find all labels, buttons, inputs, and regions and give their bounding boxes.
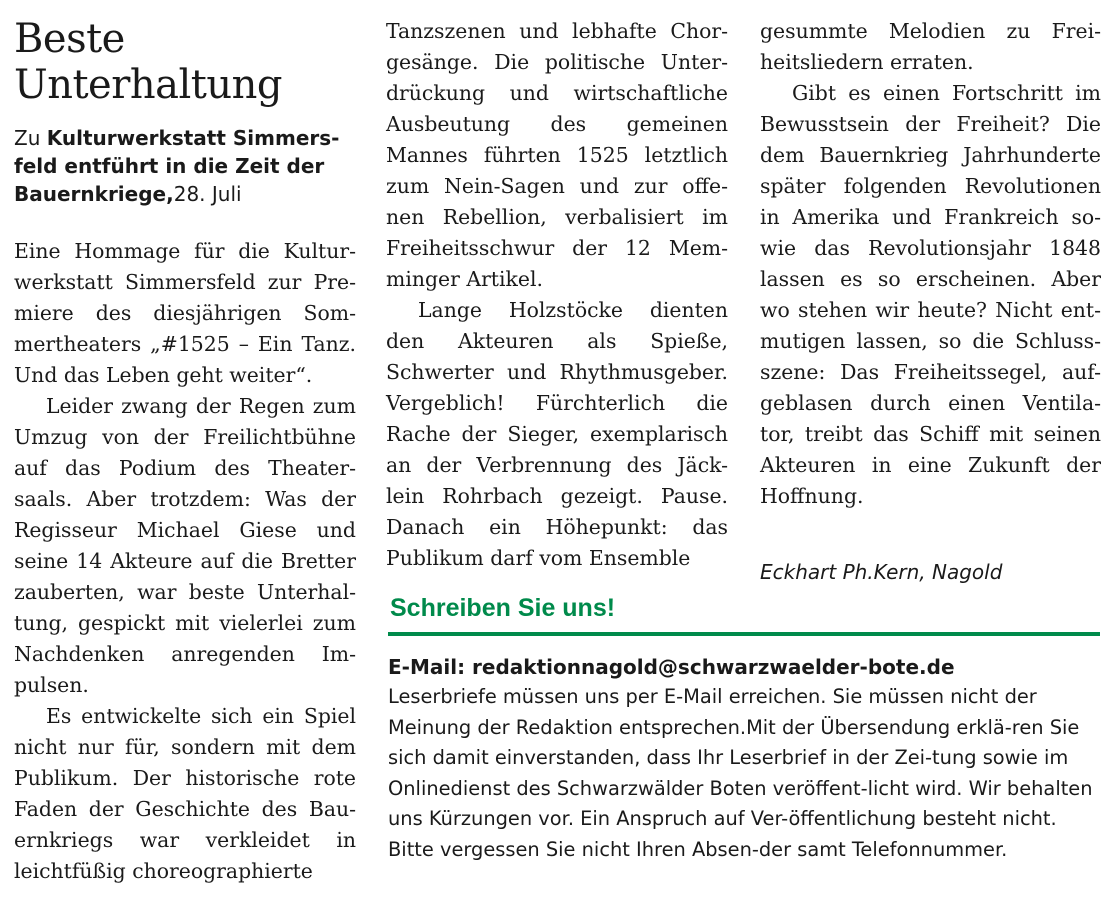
article-body-part-3: [760, 16, 1101, 512]
green-divider: [388, 632, 1100, 636]
headline-line-2: Unterhaltung: [14, 62, 282, 108]
paragraph-3-start: Es entwickelte sich ein Spiel nicht nur für, sondern mit dem Publikum. Der historische rote Faden der Geschichte des Bau-ernkriegs war verkleidet in leichtfüßig choreographierte: [14, 704, 356, 883]
article-body-part-2: [386, 16, 728, 574]
contact-email: E-Mail: redaktionnagold@schwarzwaelder-bote.de: [388, 655, 955, 679]
paragraph-4-start: Lange Holzstöcke dienten den Akteuren als Spieße, Schwerter und Rhythmusgeber. Vergeblich! Fürchterlich die Rache der Sieger, exemplarisch an der Verbrennung des Jäck-lein Rohrbach gezeigt. Pause. Danach ein Höhepunkt: das Publikum darf vom Ensemble: [386, 298, 728, 570]
paragraph-4-end: gesummte Melodien zu Frei-heitsliedern erraten.: [760, 19, 1101, 74]
article-body-part-1: [14, 236, 356, 887]
intro-title: Kulturwerkstatt Simmers-feld entführt in die Zeit der Bauernkriege,: [14, 126, 340, 206]
column-1: [14, 0, 356, 887]
intro-date: 28. Juli: [173, 182, 242, 206]
headline: [14, 16, 356, 108]
letters-to-editor-box: [388, 588, 1100, 865]
contact-heading: Schreiben Sie uns!: [390, 594, 616, 622]
paragraph-1: Eine Hommage für die Kultur-werkstatt Simmersfeld zur Pre-miere des diesjährigen Som-mertheaters „#1525 – Ein Tanz. Und das Leben geht weiter“.: [14, 239, 356, 387]
author-signature: Eckhart Ph.Kern, Nagold: [760, 560, 1003, 584]
column-2: [386, 0, 728, 574]
paragraph-5: Gibt es einen Fortschritt im Bewusstsein der Freiheit? Die dem Bauernkrieg Jahrhunderte später folgenden Revolutionen in Amerika und Frankreich so-wie das Revolutionsjahr 1848 lassen es so erscheinen. Aber wo stehen wir heute? Nicht ent-mutigen lassen, so die Schluss-szene: Das Freiheitssegel, auf-geblasen durch einen Ventila-tor, treibt das Schiff mit seinen Akteuren in eine Zukunft der Hoffnung.: [760, 81, 1101, 508]
article-intro: [14, 124, 356, 208]
intro-prefix: Zu: [14, 126, 47, 150]
paragraph-2: Leider zwang der Regen zum Umzug von der Freilichtbühne auf das Podium des Theater-saals. Aber trotzdem: Was der Regisseur Michael Giese und seine 14 Akteure auf die Bretter zauberten, war beste Unterhal-tung, gespickt mit vielerlei zum Nachdenken anregenden Im-pulsen.: [14, 394, 356, 697]
contact-text: Leserbriefe müssen uns per E-Mail erreichen. Sie müssen nicht der Meinung der Redaktion entsprechen.Mit der Übersendung erklä-ren Sie sich damit einverstanden, dass Ihr Leserbrief in der Zei-tung sowie im Onlinedienst des Schwarzwälder Boten veröffent-licht wird. Wir behalten uns Kürzungen vor. Ein Anspruch auf Ver-öffentlichung besteht nicht. Bitte vergessen Sie nicht Ihren Absen-der samt Telefonnummer.: [388, 685, 1093, 861]
paragraph-3-end: Tanzszenen und lebhafte Chor-gesänge. Die politische Unter-drückung und wirtschaftliche Ausbeutung des gemeinen Mannes führten 1525 letztlich zum Nein-Sagen und zur offe-nen Rebellion, verbalisiert im Freiheitsschwur der 12 Mem-minger Artikel.: [386, 19, 728, 291]
headline-line-1: Beste: [14, 16, 125, 62]
column-3: [760, 0, 1101, 586]
